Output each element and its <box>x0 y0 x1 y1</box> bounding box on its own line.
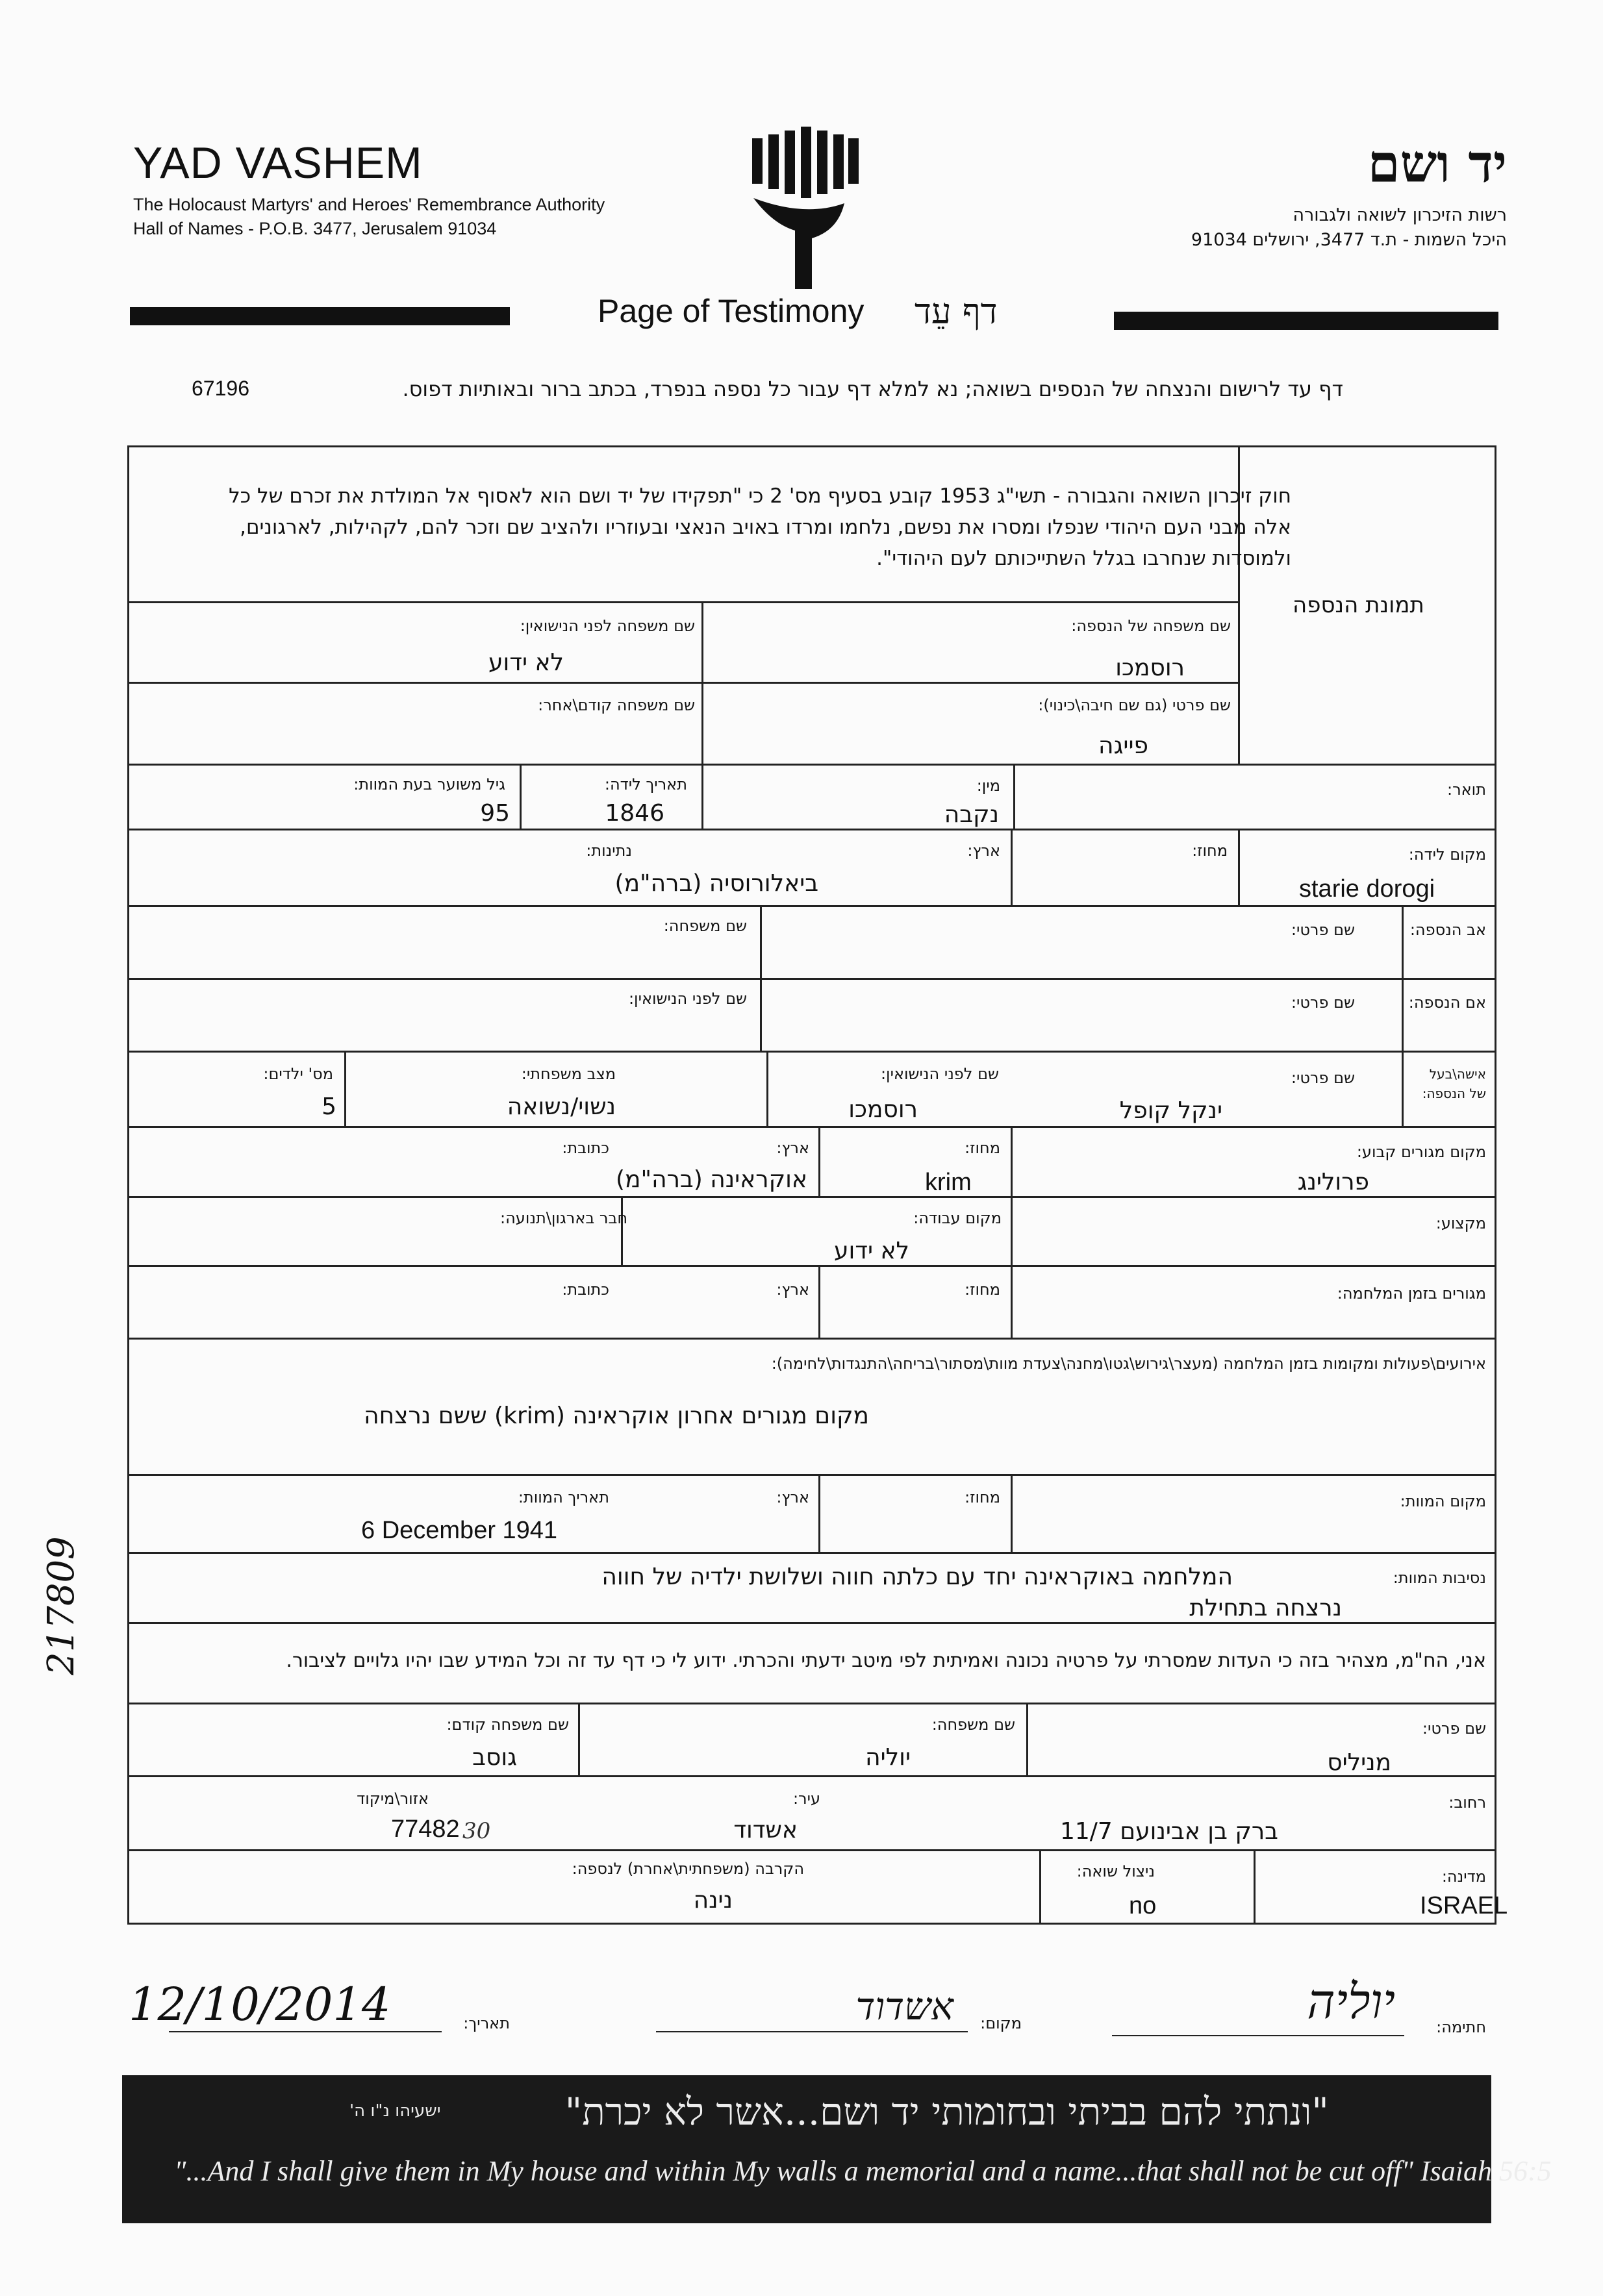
rule <box>127 1622 1496 1624</box>
spouse-maiden: רוסמכו <box>848 1096 918 1123</box>
victim-country-label: ארץ: <box>967 842 1000 860</box>
events-label: אירועים\פעולות ומקומות בזמן המלחמה (מעצר\גירוש\גטו\מחנה\צעדת מוות\מסתור\בריחה\התנגדות\לחימה): <box>771 1354 1486 1373</box>
zip-label: אזור\מיקוד <box>357 1790 429 1808</box>
relation-label: הקרבה (משפחתית\אחרת) לנספה: <box>572 1860 804 1878</box>
rule <box>127 682 1238 684</box>
signature-label: חתימה: <box>1436 2018 1486 2036</box>
rule <box>520 764 522 829</box>
victim-age-label: גיל משוער בעת המוות: <box>353 775 505 793</box>
authority-en: The Holocaust Martyrs' and Heroes' Remembrance Authority <box>133 195 605 214</box>
death-circumstances-label: נסיבות המוות: <box>1393 1569 1486 1587</box>
country: ISRAEL <box>1420 1892 1508 1919</box>
org-name-en: YAD VASHEM <box>133 138 423 188</box>
place-handwritten: אשדוד <box>855 1984 953 2028</box>
rule <box>127 1552 1496 1554</box>
rule <box>1026 1703 1028 1775</box>
wartime-country-label: ארץ: <box>776 1280 809 1299</box>
wartime-address-label: כתובת: <box>562 1280 609 1299</box>
footer-ref-he: ישעיהו נ"ו ה' <box>349 2101 441 2121</box>
father-row-label: אב הנספה: <box>1409 921 1486 939</box>
rule <box>127 829 1496 830</box>
rule <box>1011 1196 1013 1265</box>
submitter-prev-name-label: שם משפחה קודם: <box>446 1716 569 1734</box>
declaration: אני, הח"מ, מצהיר בזה כי העדות שמסרתי על פרטיה נכונה ואמיתית לפי מיטב ידעתי והכרתי. ידוע לי כי דף עד זה וכל המידע שבו יהיו גלויים לציבור. <box>286 1649 1486 1672</box>
yad-vashem-logo <box>747 127 861 292</box>
residence-label: מקום מגורים קבוע: <box>1356 1143 1486 1161</box>
victim-nationality-label: נתינות: <box>586 842 632 860</box>
residence-country-label: ארץ: <box>776 1139 809 1157</box>
mother-first-name-label: שם פרטי: <box>1291 993 1355 1012</box>
city: אשדוד <box>733 1817 798 1843</box>
victim-gender: נקבה <box>944 801 999 828</box>
victim-birth-date-label: תאריך לידה: <box>604 775 687 793</box>
spouse-family-status: נשוי/נשואה <box>507 1093 616 1120</box>
date-handwritten: 12/10/2014 <box>129 1978 391 2031</box>
submitter-first-name: מניליס <box>1327 1749 1391 1776</box>
rule <box>127 1126 1496 1128</box>
victim-birth-place-label: מקום לידה: <box>1408 845 1486 864</box>
rule <box>1254 1849 1256 1925</box>
victim-birth-place: starie dorogi <box>1299 875 1435 903</box>
death-date: 6 December 1941 <box>361 1517 558 1544</box>
street: ברק בן אבינועם 11/7 <box>1059 1818 1278 1845</box>
rule <box>766 1051 768 1126</box>
rule <box>1039 1849 1041 1925</box>
spouse-family-status-label: מצב משפחתי: <box>521 1065 616 1083</box>
father-first-name-label: שם פרטי: <box>1291 921 1355 939</box>
rule <box>1402 905 1404 1126</box>
country-label: מדינה: <box>1441 1867 1486 1886</box>
footer-quote-he: "ונתתי להם בביתי ובחומותי יד ושם...אשר לא יכרת" <box>564 2090 1329 2134</box>
rule <box>1238 829 1240 905</box>
death-place-label: מקום המוות: <box>1400 1492 1486 1510</box>
rule <box>1013 764 1015 829</box>
submitter-last-name-label: שם משפחה: <box>931 1716 1015 1734</box>
rule <box>127 1338 1496 1340</box>
rule <box>1011 1265 1013 1338</box>
side-number-handwritten: 217809 <box>40 1536 82 1675</box>
membership-label: חבר בארגון\תנועה: <box>500 1209 627 1227</box>
wartime-district-label: מחוז: <box>965 1280 1000 1299</box>
page-title-en: Page of Testimony <box>598 293 865 329</box>
rule <box>760 905 762 1051</box>
spouse-row-label: אישה\בעל <box>1429 1066 1486 1082</box>
rule <box>701 601 703 764</box>
survivor: no <box>1129 1892 1157 1919</box>
death-country-label: ארץ: <box>776 1488 809 1506</box>
father-last-name-label: שם משפחה: <box>663 917 747 935</box>
rule <box>1011 1474 1013 1552</box>
rule <box>127 978 1496 980</box>
rule <box>127 905 1496 907</box>
death-date-label: תאריך המוות: <box>518 1488 609 1506</box>
mother-row-label: אם הנספה: <box>1408 993 1486 1012</box>
rule <box>701 764 703 829</box>
spouse-first-name: ינקל קופל <box>1119 1097 1222 1124</box>
workplace: לא ידוע <box>833 1238 909 1264</box>
place-line <box>656 2031 968 2032</box>
spouse-first-name-label: שם פרטי: <box>1291 1069 1355 1087</box>
victim-gender-label: מין: <box>976 777 1000 795</box>
victim-photo-label: תמונת הנספה <box>1293 592 1424 618</box>
profession-label: מקצוע: <box>1435 1214 1486 1232</box>
victim-first-name-label: שם פרטי (גם שם חיבה\כינוי): <box>1038 696 1231 714</box>
rule <box>127 601 1238 603</box>
rule <box>578 1703 580 1775</box>
submitter-last-name: יוליה <box>865 1744 911 1771</box>
title-bar-left <box>130 307 510 325</box>
page-title-he: דף עֵד <box>915 291 998 332</box>
address-en: Hall of Names - P.O.B. 3477, Jerusalem 91034 <box>133 219 497 238</box>
victim-last-name-label: שם משפחה של הנספה: <box>1071 617 1231 635</box>
date-label: תאריך: <box>463 2014 510 2032</box>
victim-title-label: תואר: <box>1447 780 1486 799</box>
residence-address: אוקראינה (ברה"מ) <box>616 1166 807 1193</box>
rule <box>1011 1126 1013 1196</box>
city-label: עיר: <box>792 1790 820 1808</box>
rule <box>127 1051 1496 1053</box>
title-bar-right <box>1114 312 1498 330</box>
workplace-label: מקום עבודה: <box>913 1209 1002 1227</box>
spouse-row-label-2: של הנספה: <box>1422 1086 1486 1101</box>
org-name-he: יד ושם <box>1367 133 1507 194</box>
victim-prev-name-label: שם משפחה קודם\אחר: <box>538 696 695 714</box>
signature-handwritten: יוליה <box>1307 1974 1395 2030</box>
wartime-residence-label: מגורים בזמן המלחמה: <box>1337 1284 1486 1303</box>
victim-birth-date: 1846 <box>605 800 664 827</box>
zip: 77482 <box>391 1816 460 1843</box>
victim-age: 95 <box>480 800 510 827</box>
rule <box>127 1775 1496 1777</box>
footer-quote-en: "...And I shall give them in My house and within My walls a memorial and a name...that shall not be cut off" Isaiah 56:5 <box>174 2155 1552 2187</box>
rule <box>127 1703 1496 1704</box>
signature-line <box>1112 2035 1404 2036</box>
submitter-prev-name: גוסב <box>472 1744 517 1771</box>
death-district-label: מחוז: <box>965 1488 1000 1506</box>
victim-first-name: פייגה <box>1098 732 1148 759</box>
events-text: מקום מגורים אחרון אוקראינה (krim) ששם נרצחה <box>364 1403 869 1429</box>
survivor-label: ניצול שואה: <box>1076 1862 1155 1880</box>
residence-district: krim <box>925 1169 972 1196</box>
residence-district-label: מחוז: <box>965 1139 1000 1157</box>
address-he: היכל השמות - ת.ד 3477, ירושלים 91034 <box>1191 230 1507 250</box>
victim-maiden-name-label: שם משפחה לפני הנישואין: <box>520 617 695 635</box>
spouse-children: 5 <box>322 1093 336 1120</box>
rule <box>1011 829 1013 905</box>
rule <box>127 1849 1496 1851</box>
death-circumstances-2: נרצחה בתחילת <box>1189 1595 1342 1621</box>
residence-place: פרולינג <box>1297 1169 1369 1195</box>
victim-nationality: ביאלורוסיה (ברה"מ) <box>614 870 818 897</box>
rule <box>621 1196 623 1265</box>
victim-last-name: רוסמכו <box>1115 655 1185 681</box>
date-line <box>169 2031 442 2032</box>
authority-he: רשות הזיכרון לשואה ולגבורה <box>1293 205 1507 225</box>
rule <box>344 1051 346 1126</box>
rule <box>127 1265 1496 1267</box>
rule <box>818 1126 820 1196</box>
rule <box>127 1474 1496 1476</box>
zip-handwritten: 30 <box>462 1818 491 1844</box>
footer-banner <box>122 2075 1552 2223</box>
rule <box>127 1196 1496 1198</box>
spouse-maiden-label: שם לפני הנישואין: <box>880 1065 999 1083</box>
residence-address-label: כתובת: <box>562 1139 609 1157</box>
instructions: דף עד לרישום והנצחה של הנספים בשואה; נא למלא דף עבור כל נספה בנפרד, בכתב ברור ובאותיות דפוס. <box>402 377 1343 401</box>
law-paragraph: חוק זיכרון השואה והגבורה - תשי"ג 1953 קובע בסעיף מס' 2 כי "תפקידו של יד ושם הוא לאסוף אל המולדת את זכרם של כל אלה מבני העם היהודי שנפלו ומסרו את נפשם, נלחמו ומרדו באויב הנאצי ובעוזריו ולהציב שם וזכר להם, לקהילות, לארגונים, ולמוסדות שנחרבו בגלל השתייכותם לעם היהודי". <box>229 484 1291 570</box>
submitter-first-name-label: שם פרטי: <box>1422 1719 1486 1738</box>
rule <box>127 764 1496 766</box>
street-label: רחוב: <box>1448 1793 1486 1812</box>
victim-district-label: מחוז: <box>1192 842 1228 860</box>
mother-maiden-label: שם לפני הנישואין: <box>628 990 747 1008</box>
death-circumstances-1: המלחמה באוקראינה יחד עם כלתה חווה ושלושת ילדיה של חווה <box>601 1564 1233 1590</box>
victim-maiden-name: לא ידוע <box>488 649 564 676</box>
spouse-children-label: מס' ילדים: <box>263 1065 333 1083</box>
rule <box>818 1474 820 1552</box>
place-label: מקום: <box>980 2014 1022 2032</box>
relation: נינה <box>693 1887 733 1914</box>
rule <box>818 1265 820 1338</box>
form-number: 67196 <box>192 377 249 400</box>
